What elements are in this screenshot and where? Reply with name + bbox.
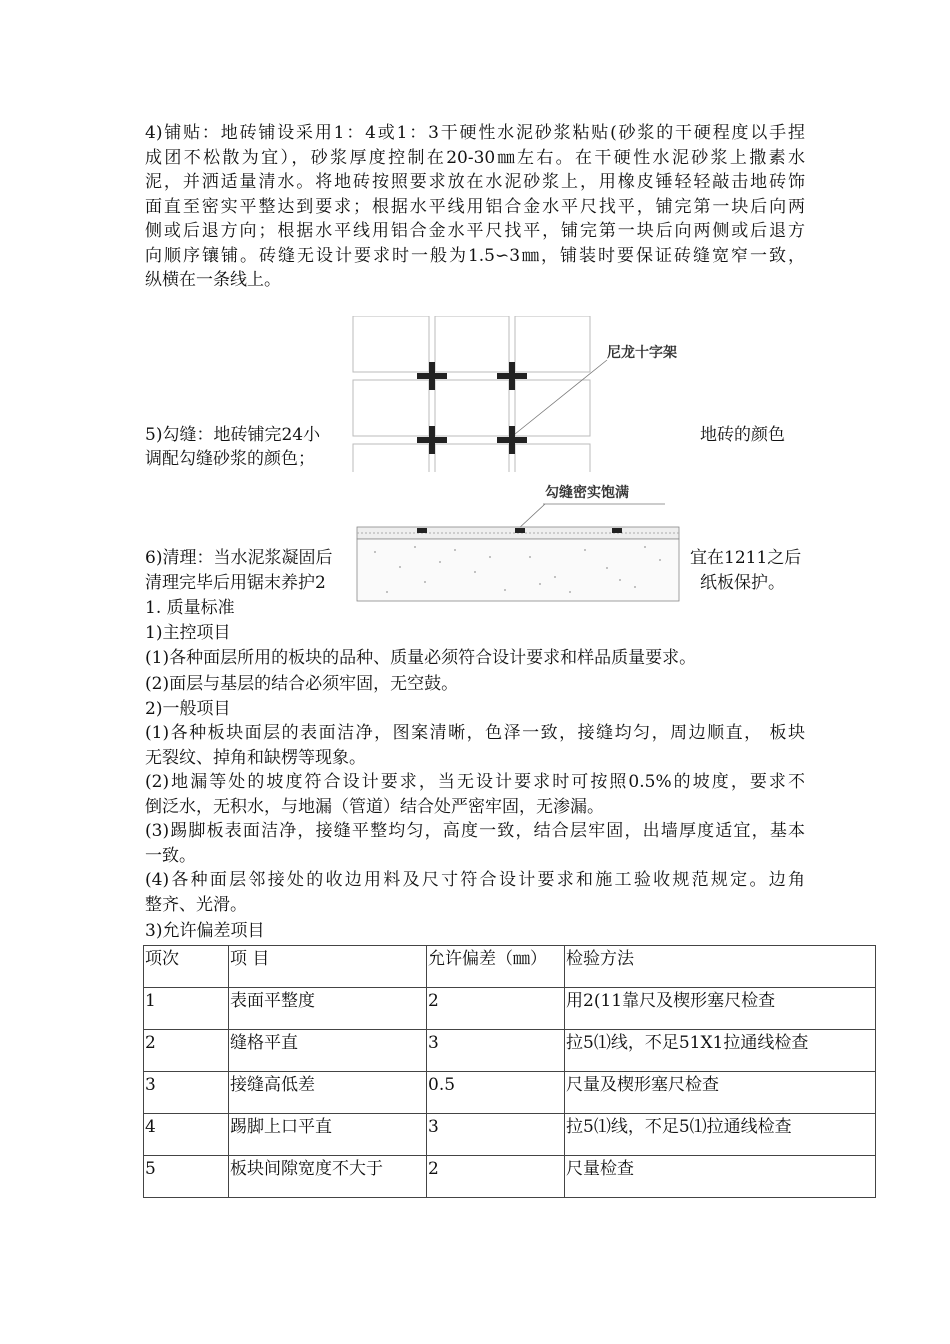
- para4-line: 泥，并洒适量清水。将地砖按照要求放在水泥砂浆上，用橡皮锤轻轻敲击地砖饰: [145, 172, 805, 192]
- para5-fragment: 5)勾缝：地砖铺完24小: [145, 425, 321, 445]
- table-cell: 2: [427, 988, 565, 1030]
- table-cell: 3: [427, 1114, 565, 1156]
- subsection-heading: 2)一般项目: [145, 699, 231, 719]
- para5-fragment: 地砖的颜色: [700, 425, 785, 445]
- quality-line: 一致。: [145, 846, 196, 866]
- subsection-heading: 3)允许偏差项目: [145, 921, 265, 941]
- table-cell: 接缝高低差: [229, 1072, 427, 1114]
- para4-line: 纵横在一条线上。: [145, 270, 281, 290]
- table-cell: 4: [144, 1114, 229, 1156]
- grout-label: 勾缝密实饱满: [545, 485, 629, 501]
- table-cell: 缝格平直: [229, 1030, 427, 1072]
- table-cell: 拉5⑴线，不足5⑴拉通线检查: [565, 1114, 876, 1156]
- table-cell: 用2(11靠尺及楔形塞尺检查: [565, 988, 876, 1030]
- table-header: 项 目: [229, 946, 427, 988]
- grout-section-figure: [345, 472, 690, 608]
- table-header-row: [144, 946, 876, 988]
- tile-spacer-figure: [345, 316, 690, 472]
- para6-fragment: 纸板保护。: [700, 573, 785, 593]
- grout-section-diagram: [345, 472, 690, 608]
- table-row: [144, 988, 876, 1030]
- table-cell: 2: [427, 1156, 565, 1198]
- para6-fragment: 6)清理：当水泥浆凝固后: [145, 548, 333, 568]
- spacer-label: 尼龙十字架: [607, 345, 677, 361]
- table-cell: 踢脚上口平直: [229, 1114, 427, 1156]
- table-cell: 表面平整度: [229, 988, 427, 1030]
- quality-line: (3)踢脚板表面洁净，接缝平整均匀，高度一致，结合层牢固，出墙厚度适宜，基本: [145, 821, 805, 841]
- para6-fragment: 清理完毕后用锯末养护2: [145, 573, 326, 593]
- para4-line: 侧或后退方向；根据水平线用铝合金水平尺找平，铺完第一块后向两侧或后退方: [145, 221, 805, 241]
- para6-fragment: 宜在1211之后: [690, 548, 802, 568]
- table-row: [144, 1156, 876, 1198]
- table-header: 项次: [144, 946, 229, 988]
- quality-line: (2)地漏等处的坡度符合设计要求，当无设计要求时可按照0.5%的坡度，要求不: [145, 772, 805, 792]
- table-cell: 2: [144, 1030, 229, 1072]
- quality-line: (1)各种面层所用的板块的品种、质量必须符合设计要求和样品质量要求。: [145, 648, 697, 668]
- table-cell: 3: [427, 1030, 565, 1072]
- table-cell: 板块间隙宽度不大于: [229, 1156, 427, 1198]
- table-row: [144, 1072, 876, 1114]
- quality-line: 整齐、光滑。: [145, 895, 247, 915]
- para5-fragment: 调配勾缝砂浆的颜色；: [145, 449, 315, 469]
- tolerance-table: [143, 945, 876, 1198]
- table-row: [144, 1030, 876, 1072]
- tile-grid-diagram: [345, 316, 690, 472]
- section-heading: 1. 质量标准: [145, 598, 235, 618]
- para4-line: 面直至密实平整达到要求；根据水平线用铝合金水平尺找平，铺完第一块后向两: [145, 197, 805, 217]
- table-cell: 拉5⑴线，不足51X1拉通线检查: [565, 1030, 876, 1072]
- subsection-heading: 1)主控项目: [145, 623, 231, 643]
- table-cell: 尺量及楔形塞尺检查: [565, 1072, 876, 1114]
- para4-line: 成团不松散为宜），砂浆厚度控制在20-30㎜左右。在干硬性水泥砂浆上撒素水: [145, 148, 805, 168]
- table-cell: 5: [144, 1156, 229, 1198]
- quality-line: (1)各种板块面层的表面洁净，图案清晰，色泽一致，接缝均匀，周边顺直， 板块: [145, 723, 805, 743]
- table-cell: 尺量检查: [565, 1156, 876, 1198]
- quality-line: (2)面层与基层的结合必须牢固，无空鼓。: [145, 674, 459, 694]
- table-cell: 1: [144, 988, 229, 1030]
- table-cell: 3: [144, 1072, 229, 1114]
- quality-line: (4)各种面层邻接处的收边用料及尺寸符合设计要求和施工验收规范规定。边角: [145, 870, 805, 890]
- cross-spacer-icons: [417, 362, 527, 454]
- para4-line: 向顺序镶铺。砖缝无设计要求时一般为1.5∽3㎜，铺装时要保证砖缝宽窄一致，: [145, 246, 805, 266]
- table-header: 允许偏差（㎜）: [427, 946, 565, 988]
- table-row: [144, 1114, 876, 1156]
- table-header: 检验方法: [565, 946, 876, 988]
- para4-line: 4)铺贴：地砖铺设采用1：4或1：3干硬性水泥砂浆粘贴(砂浆的干硬程度以手捏: [145, 123, 805, 143]
- quality-line: 无裂纹、掉角和缺楞等现象。: [145, 748, 366, 768]
- quality-line: 倒泛水，无积水，与地漏（管道）结合处严密牢固，无渗漏。: [145, 797, 604, 817]
- table-cell: 0.5: [427, 1072, 565, 1114]
